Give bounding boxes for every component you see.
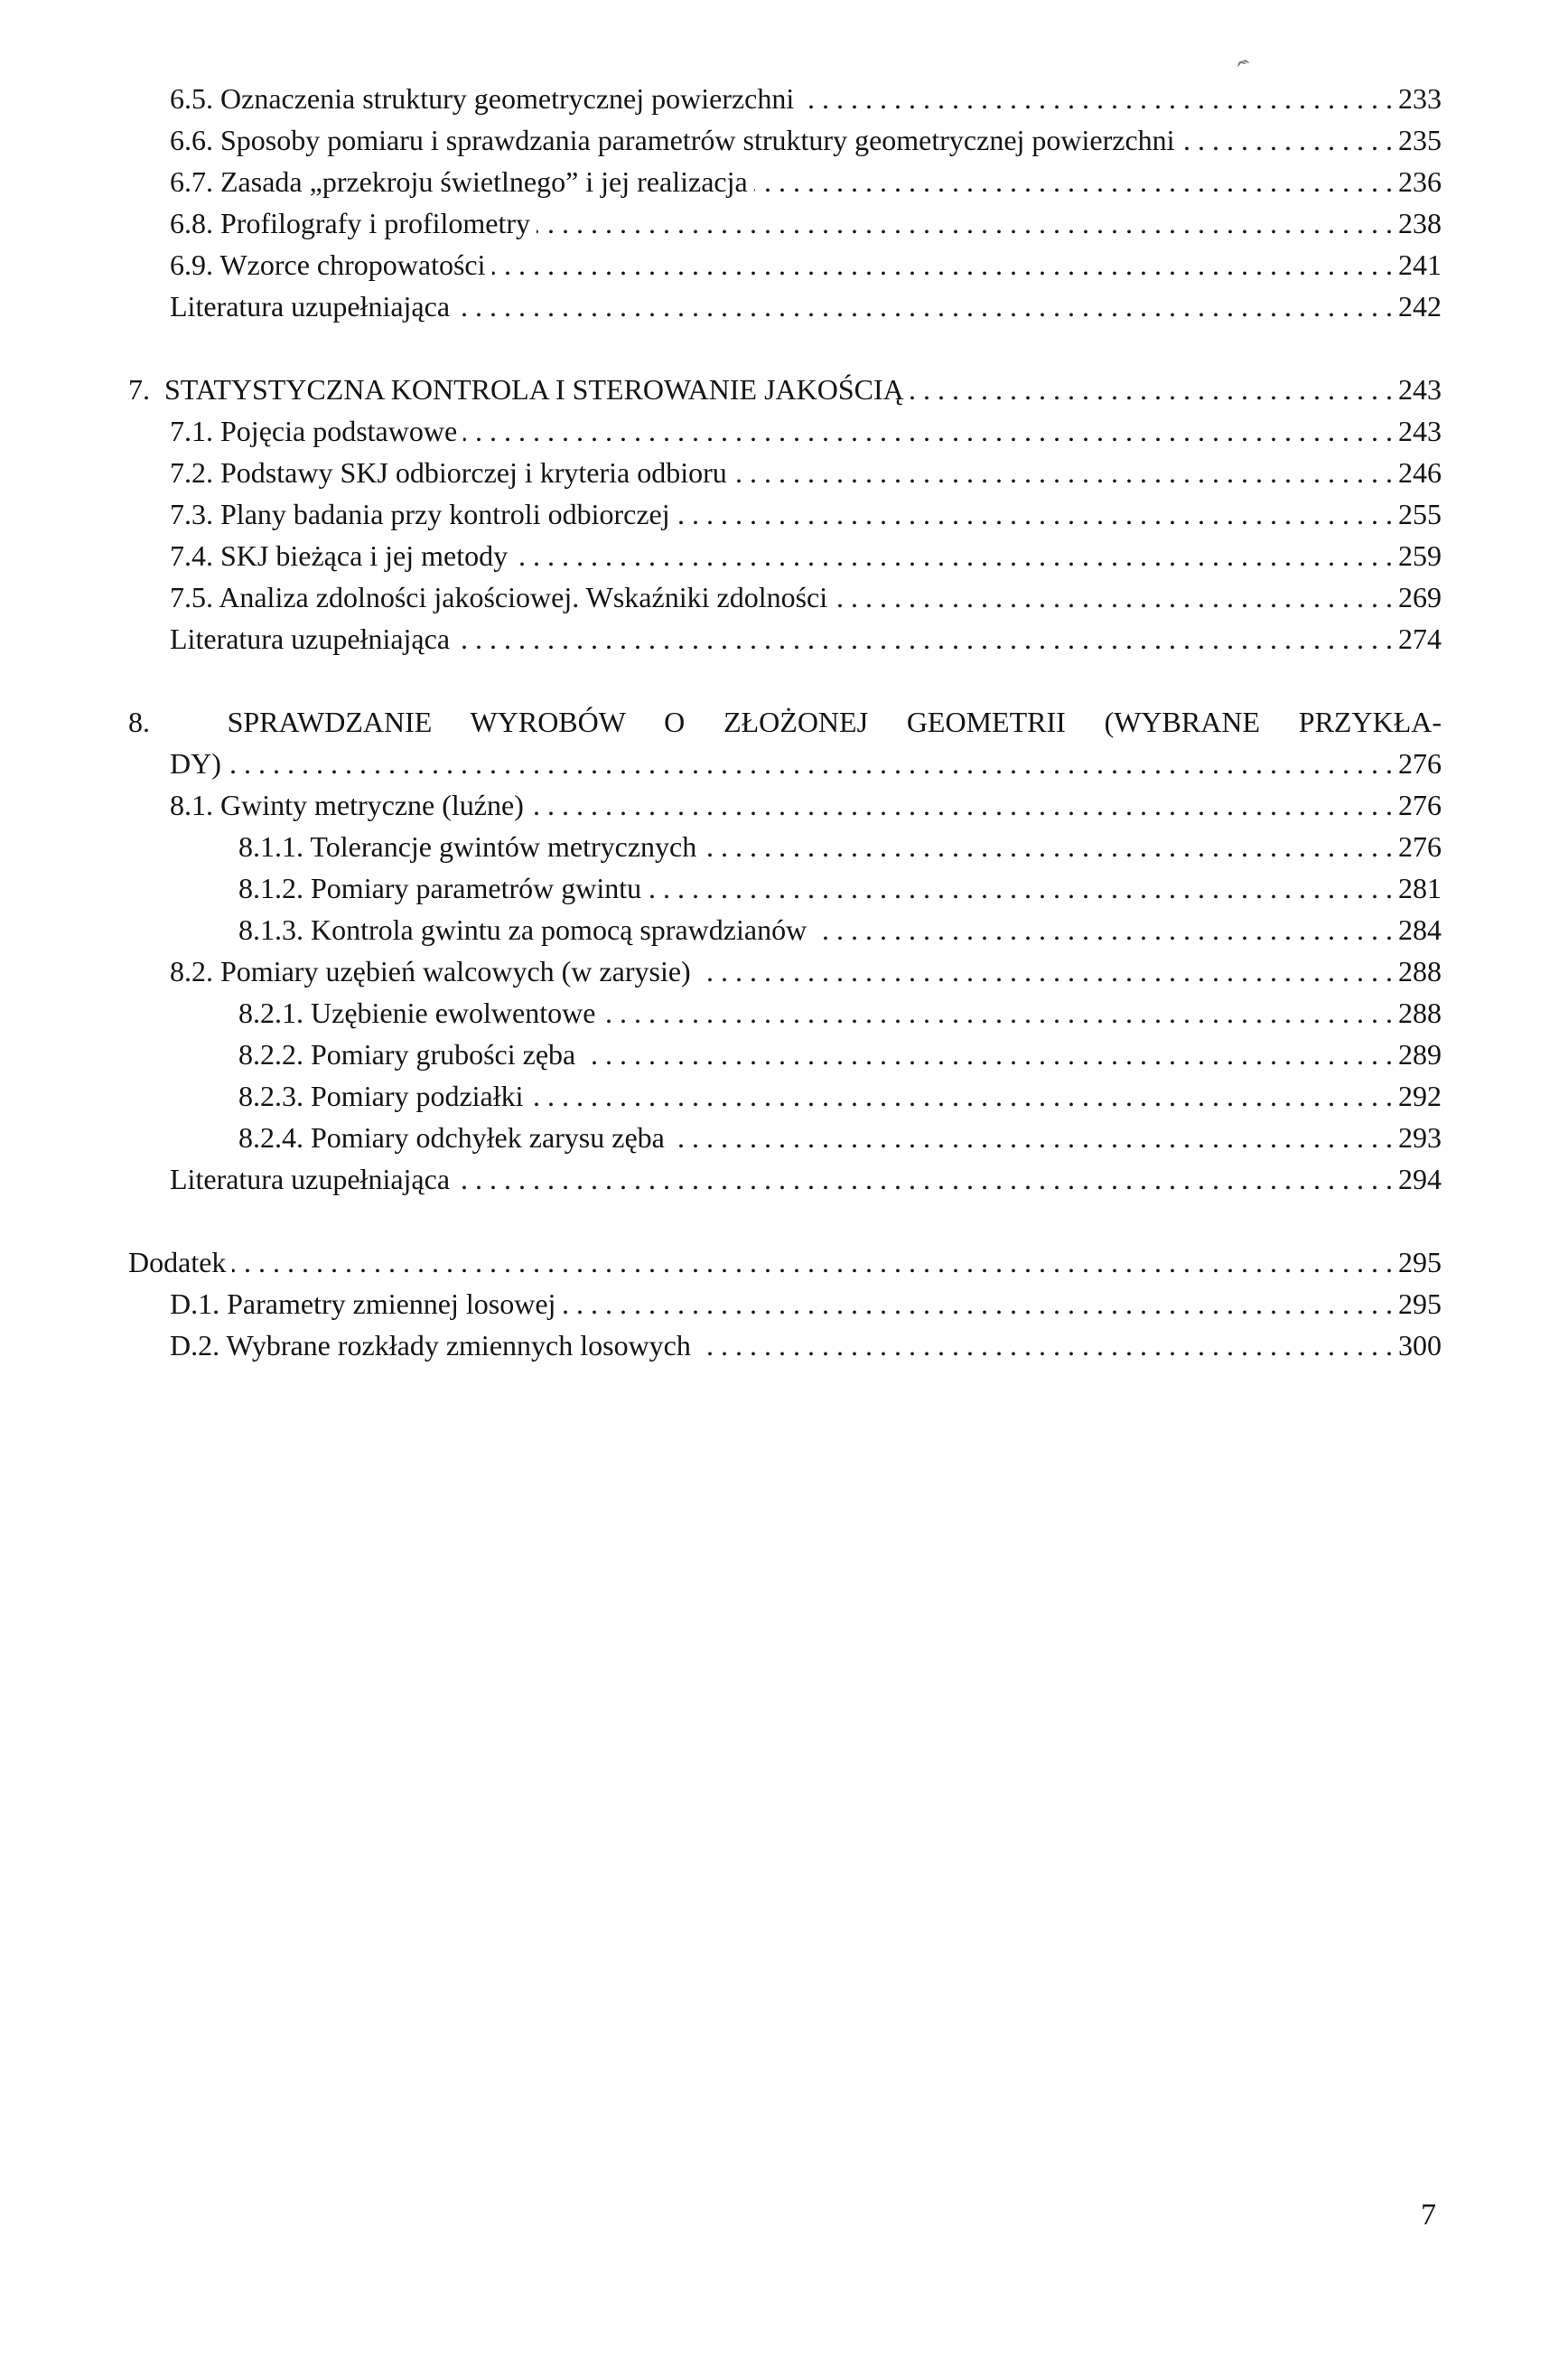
toc-entry bbox=[128, 867, 1442, 909]
toc-entry bbox=[128, 1034, 1442, 1075]
toc-entry-label: 7.5. Analiza zdolności jakościowej. Wskaźniki zdolności bbox=[170, 581, 828, 613]
toc-entry-page: 241 bbox=[1398, 248, 1442, 281]
dot-leader bbox=[456, 285, 1393, 327]
toc-entry-page: 259 bbox=[1398, 539, 1442, 572]
toc-entry bbox=[128, 369, 1442, 410]
dot-leader bbox=[703, 826, 1393, 867]
toc-entry bbox=[128, 1075, 1442, 1117]
toc-entry-page: 233 bbox=[1398, 82, 1442, 115]
dot-leader bbox=[910, 369, 1393, 410]
page-number: 7 bbox=[1421, 2198, 1436, 2232]
toc-entry-label: 6.6. Sposoby pomiaru i sprawdzania parametrów struktury geometrycznej powierzchni bbox=[170, 124, 1175, 156]
dot-leader bbox=[834, 576, 1393, 618]
toc-entry bbox=[128, 285, 1442, 327]
dot-leader bbox=[1181, 119, 1393, 161]
toc-entry-page: 281 bbox=[1398, 872, 1442, 904]
toc-entry-label: 6.7. Zasada „przekroju świetlnego” i jej realizacja bbox=[170, 165, 748, 198]
dot-leader bbox=[530, 1075, 1393, 1117]
toc-entry-label: 7. STATYSTYCZNA KONTROLA I STEROWANIE JAKOŚCIĄ bbox=[128, 373, 904, 406]
toc-entry bbox=[128, 1117, 1442, 1158]
toc-entry-label: 8.1.1. Tolerancje gwintów metrycznych bbox=[238, 830, 697, 863]
dot-leader bbox=[537, 202, 1393, 244]
toc-entry bbox=[128, 1241, 1442, 1283]
toc-entry-label: 8.2. Pomiary uzębień walcowych (w zarysie) bbox=[170, 955, 691, 987]
toc-entry-page: 235 bbox=[1398, 124, 1442, 156]
toc-entry-label: Dodatek bbox=[128, 1246, 227, 1278]
toc-entry bbox=[128, 992, 1442, 1034]
toc-entry-page: 243 bbox=[1398, 415, 1442, 447]
toc-entry-page: 288 bbox=[1398, 955, 1442, 987]
toc-entry-page: 295 bbox=[1398, 1287, 1442, 1320]
toc-entry-label: Literatura uzupełniająca bbox=[170, 1163, 451, 1195]
toc-entry-label: 8.2.2. Pomiary grubości zęba bbox=[238, 1038, 576, 1071]
toc-entry bbox=[128, 161, 1442, 202]
toc-entry bbox=[128, 493, 1442, 535]
toc-entry bbox=[128, 576, 1442, 618]
dot-leader bbox=[800, 78, 1393, 119]
dot-leader bbox=[754, 161, 1393, 202]
dot-leader bbox=[562, 1283, 1393, 1324]
toc-entry bbox=[128, 826, 1442, 867]
toc-entry bbox=[128, 410, 1442, 452]
dot-leader bbox=[232, 1241, 1393, 1283]
dot-leader bbox=[697, 1324, 1393, 1366]
dot-leader bbox=[582, 1034, 1393, 1075]
toc-entry bbox=[128, 1283, 1442, 1324]
toc-entry-label: 6.8. Profilografy i profilometry bbox=[170, 207, 531, 239]
toc-entry-label: D.2. Wybrane rozkłady zmiennych losowych bbox=[170, 1329, 691, 1362]
toc-entry-page: 289 bbox=[1398, 1038, 1442, 1071]
toc-entry-page: 276 bbox=[1398, 830, 1442, 863]
toc-entry bbox=[128, 784, 1442, 826]
toc-entry bbox=[128, 950, 1442, 992]
toc-entry-page: 293 bbox=[1398, 1121, 1442, 1154]
dot-leader bbox=[228, 743, 1393, 784]
toc-entry-label: 7.4. SKJ bieżąca i jej metody bbox=[170, 539, 509, 572]
dot-leader bbox=[677, 493, 1393, 535]
toc-entry bbox=[128, 202, 1442, 244]
dot-leader bbox=[813, 909, 1393, 950]
toc-entry bbox=[128, 119, 1442, 161]
dot-leader bbox=[492, 244, 1394, 285]
toc-entry bbox=[128, 909, 1442, 950]
toc-entry bbox=[128, 78, 1442, 119]
table-of-contents bbox=[128, 78, 1442, 1366]
toc-entry bbox=[128, 1158, 1442, 1200]
toc-entry bbox=[128, 618, 1442, 660]
toc-entry-page: 243 bbox=[1398, 373, 1442, 406]
scan-artifact-mark: ˆˋ bbox=[1235, 54, 1255, 88]
toc-entry-label: D.1. Parametry zmiennej losowej bbox=[170, 1287, 556, 1320]
toc-entry-label: 7.2. Podstawy SKJ odbiorczej i kryteria odbioru bbox=[170, 456, 727, 489]
toc-entry-page: 236 bbox=[1398, 165, 1442, 198]
toc-entry bbox=[128, 1324, 1442, 1366]
toc-entry-label: 8. SPRAWDZANIE WYROBÓW O ZŁOŻONEJ GEOMETRII (WYBRANE PRZYKŁA- bbox=[128, 706, 1442, 738]
toc-entry-page: 269 bbox=[1398, 581, 1442, 613]
toc-entry-page: 255 bbox=[1398, 498, 1442, 530]
dot-leader bbox=[463, 410, 1393, 452]
toc-entry-page: 294 bbox=[1398, 1163, 1442, 1195]
dot-leader bbox=[530, 784, 1393, 826]
dot-leader bbox=[456, 618, 1393, 660]
toc-entry-page: 242 bbox=[1398, 290, 1442, 323]
toc-entry bbox=[128, 535, 1442, 576]
toc-entry-page: 288 bbox=[1398, 997, 1442, 1029]
toc-entry-page: 292 bbox=[1398, 1080, 1442, 1112]
toc-entry bbox=[128, 244, 1442, 285]
dot-leader bbox=[514, 535, 1393, 576]
toc-entry-page: 300 bbox=[1398, 1329, 1442, 1362]
toc-entry-page: 295 bbox=[1398, 1246, 1442, 1278]
dot-leader bbox=[648, 867, 1393, 909]
toc-entry-page: 276 bbox=[1398, 789, 1442, 821]
dot-leader bbox=[733, 452, 1393, 493]
toc-entry-label: 8.1. Gwinty metryczne (luźne) bbox=[170, 789, 524, 821]
toc-entry-page: 276 bbox=[1398, 747, 1442, 780]
dot-leader bbox=[671, 1117, 1393, 1158]
toc-entry bbox=[128, 452, 1442, 493]
toc-entry-page: 274 bbox=[1398, 622, 1442, 655]
toc-entry-label: 6.9. Wzorce chropowatości bbox=[170, 248, 486, 281]
toc-entry-label: 8.1.2. Pomiary parametrów gwintu bbox=[238, 872, 642, 904]
toc-entry bbox=[128, 701, 1442, 743]
toc-entry-page: 284 bbox=[1398, 913, 1442, 946]
dot-leader bbox=[456, 1158, 1393, 1200]
toc-entry-label: 7.3. Plany badania przy kontroli odbiorczej bbox=[170, 498, 670, 530]
dot-leader bbox=[602, 992, 1393, 1034]
toc-entry bbox=[128, 743, 1442, 784]
toc-entry-label: 8.2.1. Uzębienie ewolwentowe bbox=[238, 997, 596, 1029]
toc-entry-label: 7.1. Pojęcia podstawowe bbox=[170, 415, 458, 447]
toc-entry-page: 238 bbox=[1398, 207, 1442, 239]
dot-leader bbox=[697, 950, 1393, 992]
toc-entry-page: 246 bbox=[1398, 456, 1442, 489]
toc-entry-label: 8.2.3. Pomiary podziałki bbox=[238, 1080, 524, 1112]
toc-entry-label: Literatura uzupełniająca bbox=[170, 290, 451, 323]
toc-entry-label: DY) bbox=[170, 747, 221, 780]
toc-entry-label: 8.1.3. Kontrola gwintu za pomocą sprawdzianów bbox=[238, 913, 807, 946]
toc-entry-label: Literatura uzupełniająca bbox=[170, 622, 451, 655]
toc-entry-label: 8.2.4. Pomiary odchyłek zarysu zęba bbox=[238, 1121, 665, 1154]
toc-entry-label: 6.5. Oznaczenia struktury geometrycznej powierzchni bbox=[170, 82, 795, 115]
